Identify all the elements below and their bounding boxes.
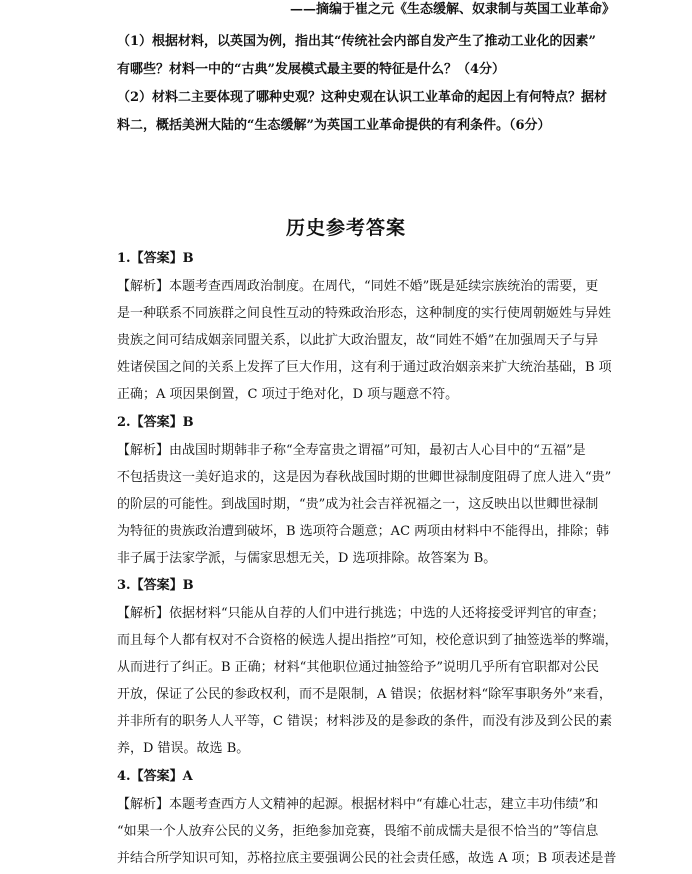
explanation-line: 正确；A 项因果倒置，C 项过于绝对化，D 项与题意不符。: [117, 387, 459, 402]
answer-label: 2.【答案】B: [117, 415, 194, 430]
explanation-line: 从而进行了纠正。B 正确；材料“其他职位通过抽签给予”说明几乎所有官职都对公民: [117, 660, 599, 675]
source-citation: ——摘编于崔之元《生态缓解、奴隶制与英国工业革命》: [290, 2, 616, 17]
explanation-line: 养，D 错误。故选 B。: [117, 741, 250, 756]
explanation-line: 是一种联系不同族群之间良性互动的特殊政治形态，这种制度的实行使周朝姬姓与异姓: [117, 306, 612, 321]
answer-label: 1.【答案】B: [117, 251, 194, 266]
explanation-line: 并结合所学知识可知，苏格拉底主要强调公民的社会责任感，故选 A 项；B 项表述是普: [117, 851, 617, 866]
answer-label: 4.【答案】A: [117, 769, 193, 784]
explanation-line: 开放，保证了公民的参政权利，而不是限制，A 错误；依据材料“除军事职务外”来看，: [117, 687, 612, 702]
page-title: 历史参考答案: [285, 217, 406, 239]
explanation-line: 【解析】由战国时期韩非子称“全寿富贵之谓福”可知，最初古人心目中的“五福”是: [117, 443, 586, 458]
explanation-line: 不包括贵这一美好追求的，这是因为春秋战国时期的世卿世禄制度阻碍了庶人进入“贵”: [117, 470, 612, 485]
answer-label: 3.【答案】B: [117, 578, 194, 593]
question-line: 料二，概括美洲大陆的“生态缓解”为英国工业革命提供的有利条件。（6分）: [117, 118, 551, 133]
explanation-line: 为特征的贵族政治遭到破坏，B 选项符合题意；AC 两项由材料中不能得出，排除；韩: [117, 524, 610, 539]
explanation-line: 非子属于法家学派，与儒家思想无关，D 选项排除。故答案为 B。: [117, 551, 497, 566]
question-line: 有哪些？材料一中的“古典”发展模式最主要的特征是什么？（4分）: [117, 62, 506, 77]
explanation-line: 【解析】本题考查西周政治制度。在周代，“同姓不婚”既是延续宗族统治的需要，更: [117, 279, 599, 294]
question-line: （2）材料二主要体现了哪种史观？这种史观在认识工业革命的起因上有何特点？据材: [117, 90, 608, 105]
explanation-line: 并非所有的职务人人平等，C 错误；材料涉及的是参政的条件，而没有涉及到公民的素: [117, 714, 613, 729]
explanation-line: 【解析】依据材料“只能从自荐的人们中进行挑选；中选的人还将接受评判官的审查；: [117, 606, 605, 621]
explanation-line: 而且每个人都有权对不合资格的候选人提出指控”可知，校伦意识到了抽签选举的弊端，: [117, 633, 618, 648]
explanation-line: 的阶层的可能性。到战国时期，“贵”成为社会吉祥祝福之一，这反映出以世卿世禄制: [117, 497, 599, 512]
question-line: （1）根据材料，以英国为例，指出其“传统社会内部自发产生了推动工业化的因素”: [117, 34, 597, 49]
explanation-line: 姓诸侯国之间的关系上发挥了巨大作用，这有利于通过政治姻亲来扩大统治基础，B 项: [117, 360, 612, 375]
explanation-line: 贵族之间可结成姻亲同盟关系，以此扩大政治盟友，故“同姓不婚”在加强周天子与异: [117, 333, 599, 348]
explanation-line: 【解析】本题考查西方人文精神的起源。根据材料中“有雄心壮志，建立丰功伟绩”和: [117, 797, 599, 812]
explanation-line: “如果一个人放弃公民的义务，拒绝参加竞赛，畏缩不前成懦夫是很不恰当的”等信息: [117, 824, 599, 839]
